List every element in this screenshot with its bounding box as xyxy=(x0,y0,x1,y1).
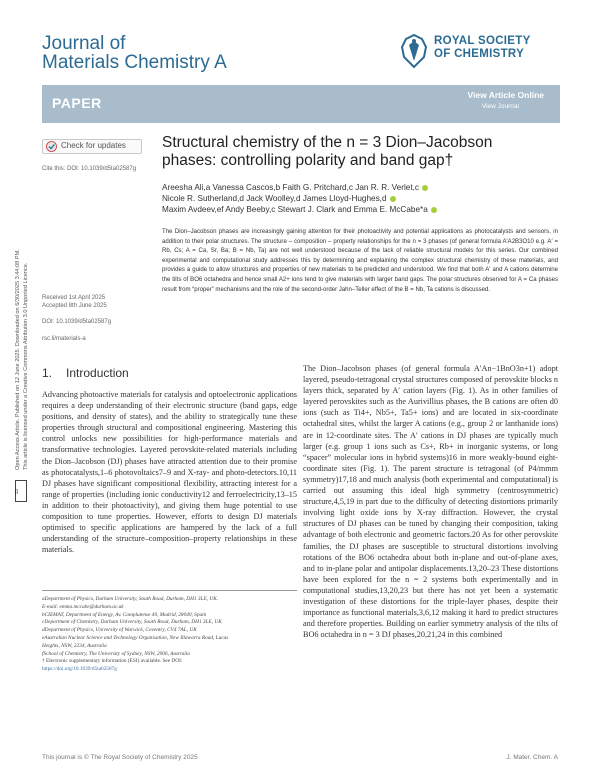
view-journal-link[interactable]: View Journal xyxy=(481,103,519,110)
doi[interactable]: DOI: 10.1039/d5ta02587g xyxy=(42,319,112,325)
footnote-divider xyxy=(42,590,297,591)
journal-short-link[interactable]: rsc.li/materials-a xyxy=(42,336,86,342)
footnote-line[interactable]: E-mail: emma.mccabe@durham.ac.uk xyxy=(42,603,124,610)
open-access-notice xyxy=(15,249,23,470)
footnote-line: † Electronic supplementary information (ESI) available. See DOI: xyxy=(42,658,183,665)
footnote-line: bCIEMAT, Department of Energy, Av. Complutense 40, Madrid, 28040, Spain xyxy=(42,611,207,618)
rsc-wordmark xyxy=(434,35,531,60)
authors-line1 xyxy=(162,182,557,193)
footnote-line: cDepartment of Chemistry, Durham University, South Road, Durham, DH1 3LE, UK xyxy=(42,619,222,626)
check-updates-icon xyxy=(46,141,57,152)
view-article-online-link[interactable]: View Article Online xyxy=(467,90,544,100)
license-notice xyxy=(23,263,31,470)
authors-line2 xyxy=(162,193,557,204)
authors-line2-text: Nicole R. Sutherland,d Jack Woolley,d James Lloyd-Hughes,d xyxy=(162,194,387,204)
footnote-line: fSchool of Chemistry, The University of Sydney, NSW, 2006, Australia xyxy=(42,650,190,657)
section-heading-introduction xyxy=(42,366,129,380)
article-title xyxy=(162,134,502,170)
introduction-left-column: Advancing photoactive materials for catalysis and optoelectronic applications requires a deep understanding of their electronic structure (band gaps, edge positions, and density of states), and the ability to strategically tune these properties through structural and compositional engineering. Mastering this control unlocks new possibilities for high-performance materials and transformative technologies. Layered perovskite-related materials including the Dion–Jacobson (DJ) phases have attracted attention due to their promise as photocatalysts,1–6 photovoltaics7–9 and X-ray- and photo-detectors.10,11 DJ phases have significant compositional flexibility, attracting interest for a range of properties (including ionic conductivity12 and ferroelectricity,13–15 in addition to their photoactivity), and giving them huge potential to use composition to tune properties. However, efforts to design DJ materials optimised to specific applications are hampered by the lack of a full understanding of the structure–composition–property relationships in these materials. xyxy=(42,390,297,555)
footer-journal-abbrev: J. Mater. Chem. A xyxy=(506,754,558,761)
authors-line1-text: Areesha Ali,a Vanessa Cascos,b Faith G. Pritchard,c Jan R. R. Verlet,c xyxy=(162,183,419,192)
footnote-line: Heights, NSW, 2234, Australia xyxy=(42,642,107,649)
article-type-banner xyxy=(42,85,560,123)
journal-title-line2: Materials Chemistry A xyxy=(42,52,227,73)
section-number: 1. xyxy=(42,366,53,380)
authors-line3 xyxy=(162,204,557,215)
footnote-line: aDepartment of Physics, Durham University, South Road, Durham, DH1 3LE, UK. xyxy=(42,596,219,602)
license-line[interactable]: This article is licensed under a Creative Commons Attribution 3.0 Unported Licence. xyxy=(23,262,29,470)
author-list xyxy=(162,182,557,216)
check-for-updates-button[interactable] xyxy=(42,139,142,154)
footnote-line: dDepartment of Physics, University of Warwick, Coventry, CV4 7AL, UK xyxy=(42,627,197,634)
cite-this: Cite this: DOI: 10.1039/d5ta02587g xyxy=(42,166,137,172)
esi-doi-link[interactable]: https://doi.org/10.1039/d5ta02587g xyxy=(42,666,117,673)
authors-line3-text: Maxim Avdeev,ef Andy Beeby,c Stewart J. Clark and Emma E. McCabe*a xyxy=(162,205,428,215)
article-title-line2: phases: controlling polarity and band gap† xyxy=(162,152,454,169)
footer-copyright: This journal is © The Royal Society of Chemistry 2025 xyxy=(42,754,198,761)
introduction-right-column: The Dion–Jacobson phases (of general formula A′An−1BnO3n+1) adopt layered, pseudo-tetragonal crystal structures composed of perovskite blocks n layers thick, separated by A′ cation layers (Fig. 1). As in other families of layered perovskites such as the Aurivillius phases, the B cations are often d0 ions (such as Ti4+, Nb5+, Ta5+ ions) and are located in six-coordinate octahedral sites, whilst the larger A cations (e.g., group 2 or lanthanide ions) are in 12-coordinate sites. The A′ cations in DJ phases are typically much larger (e.g. group 1 ions such as Cs+, Rb+ in inorganic systems, or long “spacer” molecular ions in hybrid systems)16 in more weakly-bound eight-coordinate sites (Fig. 1). The parent structure is tetragonal (of P4/mmm symmetry)17,18 and much analysis (both experimental and computational) is carried out assuming this ideal high symmetry (centrosymmetric) structure,4,5,19 in part due to the difficulty of detecting distortions primarily involving light oxide ions by X-ray diffraction. However, the crystal structures of DJ phases can be tuned by changing their composition, taking advantage of both electronic and geometric factors.20 As for other perovskite families, the DJ phases are susceptible to structural distortions involving rotations of the BO6 octahedra about both in-plane and out-of-plane axes, and to in-plane polar and antipolar displacements.13,20–23 These distortions have been explored for the n = 2 systems both experimentally and in computational studies,13,20,23 but there has not yet been a systematic investigation of these distortions for the triple-layer phases, despite their importance as functional materials,3,6,12 making it hard to predict structures and therefore properties. Building on earlier symmetry analysis of the tilts of BO6 octahedra in n = 3 DJ phases,20,21,24 in this combined xyxy=(303,364,558,640)
rsc-logo[interactable] xyxy=(398,33,558,73)
accepted-date: Accepted 8th June 2025 xyxy=(42,303,107,309)
cc-license-badge[interactable] xyxy=(15,480,27,502)
journal-title xyxy=(42,34,227,72)
journal-title-line1: Journal of xyxy=(42,33,126,54)
orcid-icon[interactable] xyxy=(431,207,437,213)
cc-license-badge-label: cc xyxy=(13,488,19,494)
orcid-icon[interactable] xyxy=(390,196,396,202)
footnote-line: eAustralian Nuclear Science and Technology Organisation, New Illawarra Road, Lucas xyxy=(42,634,229,641)
article-title-line1: Structural chemistry of the n = 3 Dion–Jacobson xyxy=(162,134,493,151)
open-access-line: Open Access Article. Published on 12 June 2025. Downloaded on 6/30/2025 3:44:08 PM. xyxy=(15,249,21,470)
rsc-wordmark-line1: ROYAL SOCIETY xyxy=(434,35,531,47)
rsc-crest-icon xyxy=(398,33,430,69)
received-date: Received 1st April 2025 xyxy=(42,295,106,301)
abstract: The Dion–Jacobson phases are increasingly gaining attention for their photoactivity and potential applications as photocatalysts and sensors, in addition to their polar structures. The structure – composition – property relationships for the n = 3 phases (of general formula A′A2B3O10 e.g. A′ = Rb, Cs; A = Ca, Sr, Ba; B = Nb, Ta) are not well understood because of the lack of reliable structural models for this series. Our combined experimental and computational study addresses this by determining and explaining the complex structural chemistry of these materials, and provides a guide to allow structures and properties of new materials to be predicted and understood. We find that both A′ and A cations determine the tilts of BO6 octahedra and hence small A2+ ions tend to give materials with larger band gaps. The polar structures observed for A = Ca phases result from “proper” mechanisms and the role of the second-order Jahn–Teller effect of the B = Nb, Ta cations is discussed. xyxy=(162,229,558,293)
orcid-icon[interactable] xyxy=(422,185,428,191)
rsc-wordmark-line2: OF CHEMISTRY xyxy=(434,47,525,60)
check-for-updates-label: Check for updates xyxy=(61,141,126,150)
received-accepted-dates xyxy=(42,294,107,310)
affiliation-footnotes xyxy=(42,596,297,674)
section-title: Introduction xyxy=(66,366,129,380)
article-type-label: PAPER xyxy=(52,95,102,111)
